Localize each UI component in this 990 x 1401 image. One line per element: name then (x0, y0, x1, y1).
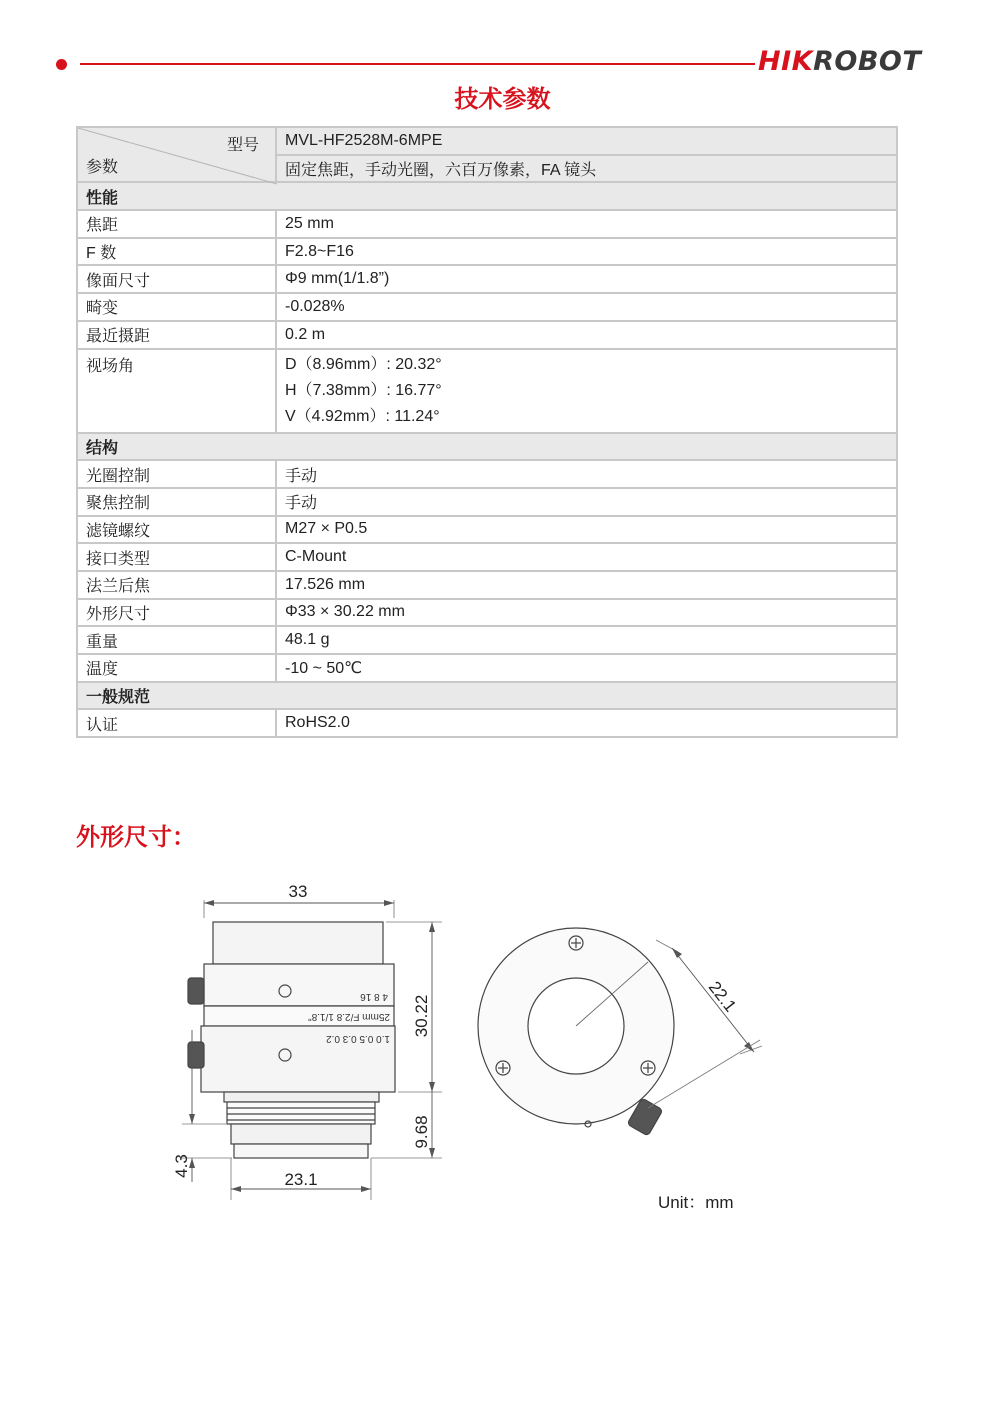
row-label: 滤镜螺纹 (77, 516, 276, 544)
header-diagonal-cell (77, 127, 276, 182)
lens-engraving: 25mm F/2.8 1/1.8" (308, 1011, 390, 1022)
row-label: 聚焦控制 (77, 488, 276, 516)
row-value: 48.1 g (276, 626, 897, 654)
section-title: 结构 (77, 433, 897, 461)
row-label: 焦距 (77, 210, 276, 238)
c-mount-thread (227, 1102, 375, 1124)
param-label: 参数 (86, 159, 119, 177)
fov-vertical: V（4.92mm）: 11.24° (285, 407, 440, 425)
page-title: 技术参数 (454, 85, 551, 113)
row-value: -0.028% (276, 293, 897, 321)
row-label: F 数 (77, 238, 276, 266)
screw-icon (496, 1061, 510, 1075)
row-label: 外形尺寸 (77, 599, 276, 627)
row-value: Φ9 mm(1/1.8”) (276, 265, 897, 293)
dim-flange-label: 9.68 (412, 1115, 431, 1149)
unit-label: Unit：mm (658, 1193, 734, 1212)
aperture-marks: 4 8 16 (360, 991, 388, 1002)
fov-diagonal: D（8.96mm）: 20.32° (285, 355, 442, 373)
dim-width-label: 33 (288, 882, 308, 901)
description-value: 固定焦距，手动光圈，六百万像素，FA 镜头 (276, 155, 897, 183)
row-value: M27 × P0.5 (276, 516, 897, 544)
row-label: 温度 (77, 654, 276, 682)
row-value: 17.526 mm (276, 571, 897, 599)
row-value: -10 ~ 50℃ (276, 654, 897, 682)
row-value: Φ33 × 30.22 mm (276, 599, 897, 627)
row-label: 视场角 (77, 349, 276, 433)
row-value: 25 mm (276, 210, 897, 238)
row-value: RoHS2.0 (276, 709, 897, 737)
row-label: 像面尺寸 (77, 265, 276, 293)
dimension-drawing (0, 860, 990, 1220)
section-title: 一般规范 (77, 682, 897, 710)
row-value: 手动 (276, 488, 897, 516)
dimensions-title: 外形尺寸： (76, 823, 196, 851)
row-label: 最近摄距 (77, 321, 276, 349)
header-dot (56, 59, 67, 70)
row-value: 手动 (276, 460, 897, 488)
dim-mount-width-label: 23.1 (284, 1170, 318, 1189)
model-value: MVL-HF2528M-6MPE (276, 127, 897, 155)
focus-lock-knob (188, 1042, 204, 1068)
section-title: 性能 (77, 182, 897, 210)
row-label: 重量 (77, 626, 276, 654)
row-label: 法兰后焦 (77, 571, 276, 599)
lens-front-view (478, 928, 762, 1136)
dim-radius-label: 22.1 (704, 977, 741, 1016)
screw-icon (569, 936, 583, 950)
row-label: 光圈控制 (77, 460, 276, 488)
lens-front-barrel (213, 922, 383, 964)
row-value: C-Mount (276, 543, 897, 571)
spec-table (76, 126, 898, 738)
row-label: 畸变 (77, 293, 276, 321)
row-value: F2.8~F16 (276, 238, 897, 266)
row-value: 0.2 m (276, 321, 897, 349)
row-label: 接口类型 (77, 543, 276, 571)
hikrobot-logo: HIKROBOT (758, 46, 922, 77)
lens-side-view (172, 882, 442, 1200)
fov-horizontal: H（7.38mm）: 16.77° (285, 381, 442, 399)
header-rule (80, 63, 755, 65)
dim-height-label: 30.22 (412, 994, 431, 1038)
screw-icon (641, 1061, 655, 1075)
model-label: 型号 (226, 137, 259, 154)
fov-values (276, 349, 897, 433)
focus-marks: 1.0 0.5 0.3 0.2 (326, 1033, 390, 1044)
aperture-lock-knob (188, 978, 204, 1004)
row-label: 认证 (77, 709, 276, 737)
dim-mount-height-label: 4.3 (172, 1154, 191, 1178)
